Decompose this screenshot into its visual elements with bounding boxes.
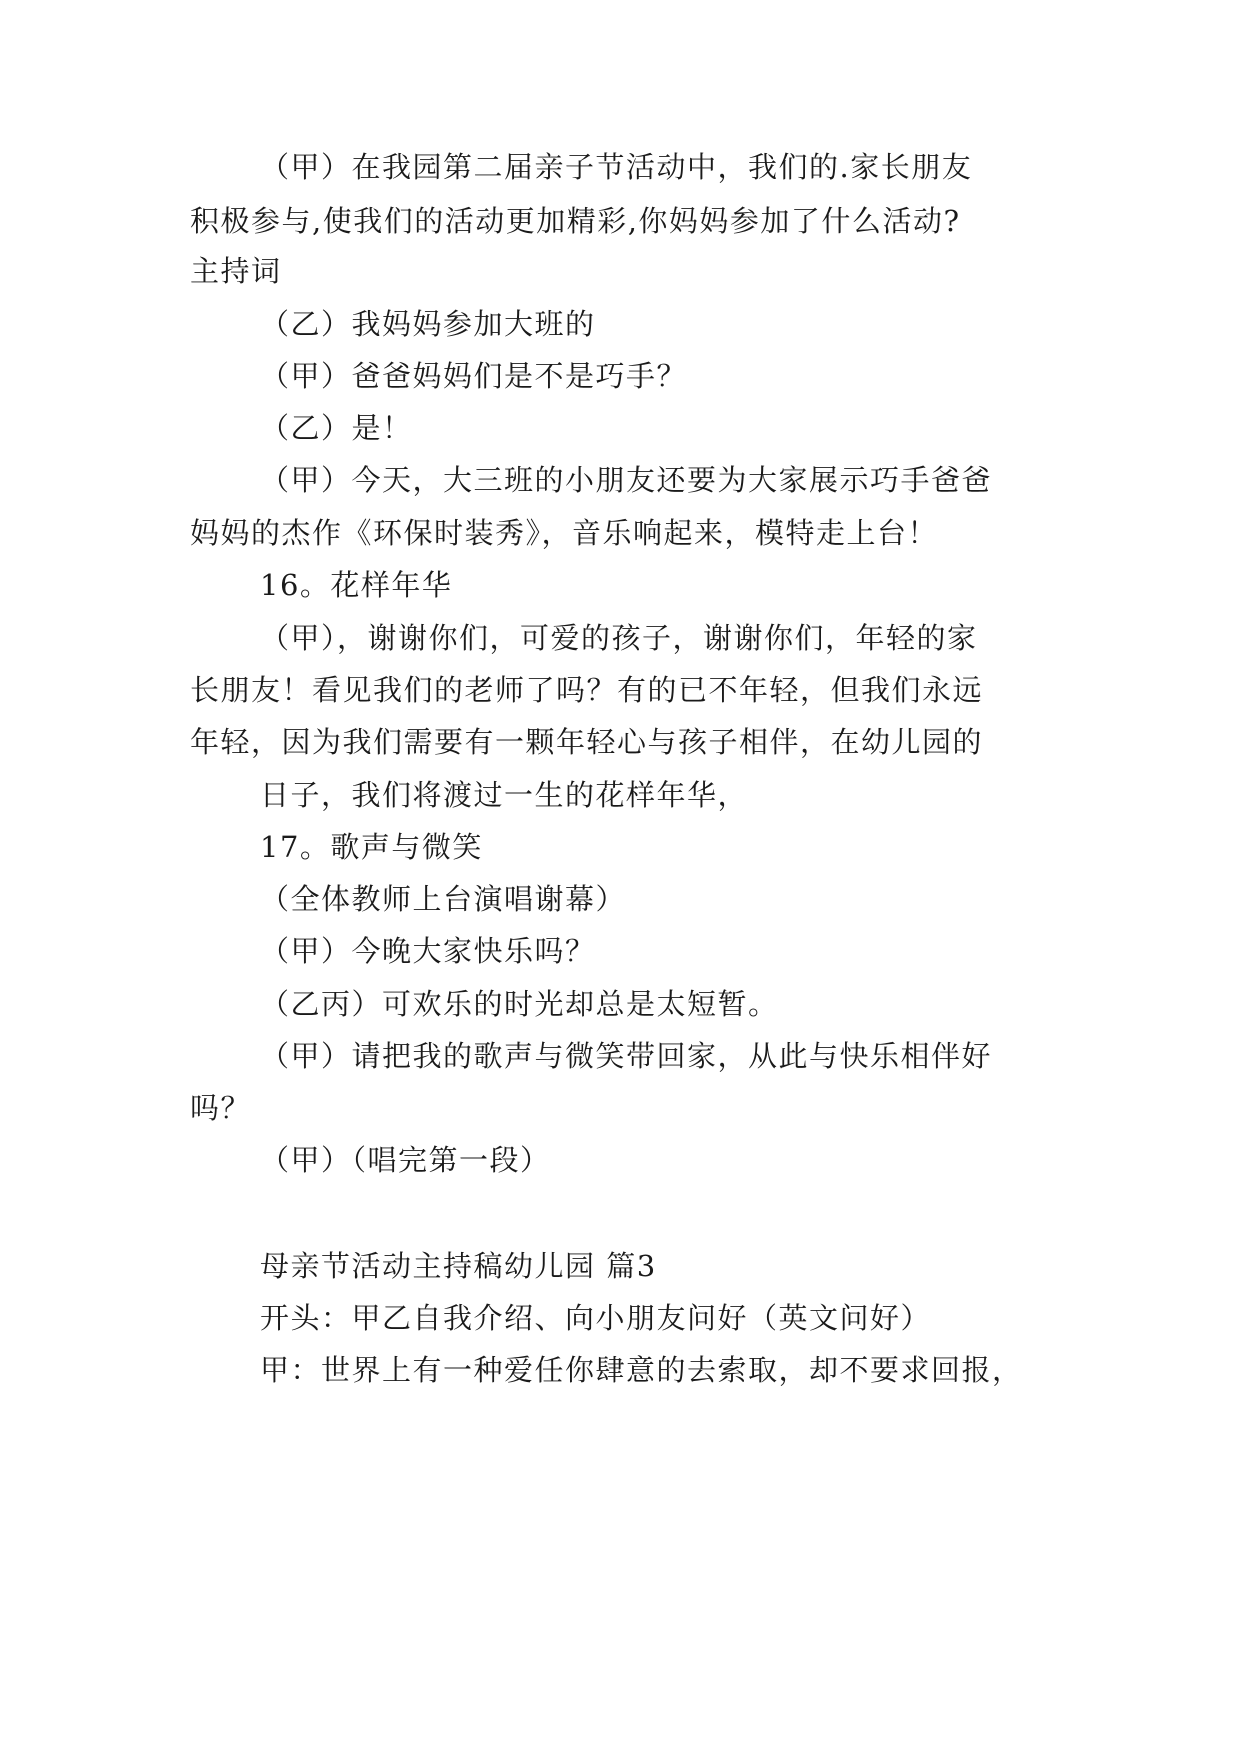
text-line: 年轻，因为我们需要有一颗年轻心与孩子相伴，在幼儿园的 [190, 725, 984, 759]
text-line: （甲）请把我的歌声与微笑带回家，从此与快乐相伴好 [260, 1039, 993, 1073]
text-line: 日子，我们将渡过一生的花样年华， [260, 778, 749, 812]
text-line: （乙）是！ [260, 411, 413, 445]
text-line: （乙）我妈妈参加大班的 [260, 307, 596, 341]
text-line: （甲）（唱完第一段） [260, 1143, 551, 1177]
text-line: （甲），谢谢你们，可爱的孩子，谢谢你们，年轻的家 [260, 621, 978, 655]
text-line: （甲）今天，大三班的小朋友还要为大家展示巧手爸爸 [260, 463, 993, 497]
text-line: 吗？ [190, 1091, 252, 1125]
text-line: （全体教师上台演唱谢幕） [260, 882, 627, 916]
text-line: （甲）爸爸妈妈们是不是巧手？ [260, 359, 688, 393]
section-heading: 16。花样年华 [260, 568, 453, 602]
article-title: 母亲节活动主持稿幼儿园 篇3 [260, 1249, 657, 1283]
text-line: 积极参与,使我们的活动更加精彩,你妈妈参加了什么活动? [190, 204, 961, 238]
text-line: 主持词 [190, 254, 282, 288]
text-line: 长朋友！看见我们的老师了吗？有的已不年轻，但我们永远 [190, 673, 984, 707]
text-line: （乙丙）可欢乐的时光却总是太短暂。 [260, 987, 779, 1021]
text-line: 开头：甲乙自我介绍、向小朋友问好（英文问好） [260, 1301, 932, 1335]
text-line: 妈妈的杰作《环保时装秀》，音乐响起来，模特走上台！ [190, 516, 939, 550]
section-heading: 17。歌声与微笑 [260, 830, 483, 864]
text-line: 甲：世界上有一种爱任你肆意的去索取，却不要求回报， [260, 1353, 1023, 1387]
text-line: （甲）在我园第二届亲子节活动中，我们的.家长朋友 [260, 150, 973, 184]
text-line: （甲）今晚大家快乐吗？ [260, 934, 596, 968]
